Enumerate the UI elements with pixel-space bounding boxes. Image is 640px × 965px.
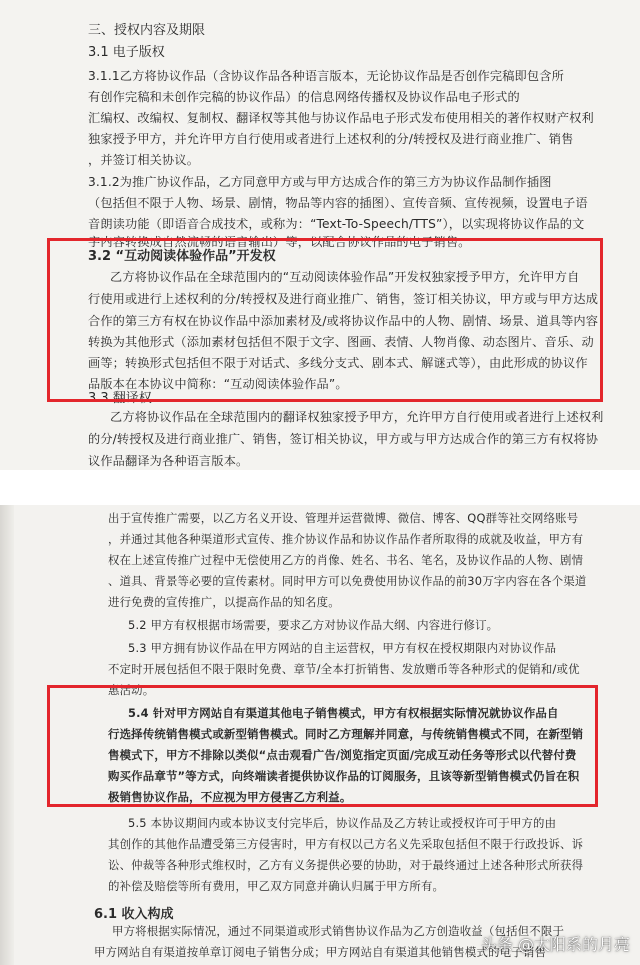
p311-line: 独家授予甲方，并允许甲方自行使用或者进行上述权利的分/转授权及进行商业推广、销售	[88, 132, 574, 146]
p55-line: 5.5 本协议期间内或本协议支付完毕后，协议作品及乙方转让或授权许可于甲方的由	[128, 816, 557, 830]
p312-line: 音朗读功能（即语音合成技术，或称为：“Text-To-Speech/TTS”），以实现将协议作品的文	[88, 217, 585, 231]
p32-line: 转换为其他形式（添加素材包括但不限于文字、图画、表情、人物肖像、动态图片、音乐、动	[88, 335, 594, 349]
p312-line: （包括但不限于人物、场景、剧情，物品等内容的插图）、宣传音频、宣传视频，设置电子语	[88, 196, 588, 210]
p311-line: ，并签订相关协议。	[88, 153, 200, 167]
p53-line: 不定时开展包括但不限于限时免费、章节/全本打折销售、发放赠币等各种形式的促销和/或优	[108, 662, 580, 676]
p311-line: 3.1.1乙方将协议作品（含协议作品各种语言版本，无论协议作品是否创作完稿即包含所	[88, 69, 564, 83]
p33-line: 乙方将协议作品在全球范围内的翻译权独家授予甲方，允许甲方自行使用或者进行上述权利	[110, 410, 604, 424]
p51-line: 权在上述宣传推广过程中无偿使用乙方的肖像、姓名、书名、笔名，及协议作品的人物、剧情	[108, 553, 584, 567]
p32-line: 合作的第三方有权在协议作品中添加素材及/或将协议作品中的人物、剧情、场景、道具等内容	[88, 314, 599, 328]
p51-line: 出于宣传推广需要，以乙方名义开设、管理并运营微博、微信、博客、QQ群等社交网络账号	[108, 511, 579, 525]
p52-line: 5.2 甲方有权根据市场需要，要求乙方对协议作品大纲、内容进行修订。	[128, 618, 499, 632]
p32-line: 品版本在本协议中简称：“互动阅读体验作品”。	[88, 377, 348, 391]
page-shadow-edge	[0, 505, 14, 965]
p32-line: 行使用或进行上述权利的分/转授权及进行商业推广、销售，签订相关协议，甲方或与甲方达成	[88, 292, 599, 306]
p55-line: 其创作的其他作品遭受第三方侵害时，甲方有权以己方名义先采取包括但不限于行政投诉、诉	[108, 837, 584, 851]
p32-line: 画等；转换形式包括但不限于对话式、多线分支式、剧本式、解谜式等），由此形成的协议作	[88, 356, 588, 370]
p312-line-cut: 字内容转换成自然流畅的语音输出）等，以配合协议作品的电子销售。	[88, 235, 471, 249]
highlight-box-3-2	[47, 235, 603, 402]
p312-line: 3.1.2为推广协议作品，乙方同意甲方或与甲方达成合作的第三方为协议作品制作插图	[88, 175, 552, 189]
p32-line: 乙方将协议作品在全球范围内的“互动阅读体验作品”开发权独家授予甲方，允许甲方自	[110, 270, 580, 284]
p54-line: 5.4 针对甲方网站自有渠道其他电子销售模式，甲方有权根据实际情况就协议作品自	[128, 706, 559, 720]
p33-line: 的分/转授权及进行商业推广、销售，签订相关协议，甲方或与甲方达成合作的第三方有权将协	[88, 432, 599, 446]
p53-line: 5.3 甲方拥有协议作品在甲方网站的自主运营权，甲方有权在授权期限内对协议作品	[128, 641, 557, 655]
watermark: 头条 @太阳系的月亮	[480, 935, 630, 954]
page-gap	[0, 470, 640, 505]
p55-line: 的补偿及赔偿等所有费用，甲乙双方同意并确认归属于甲方所有。	[108, 879, 445, 893]
p51-line: 、道具、背景等必要的宣传素材。同时甲方可以免费使用协议作品的前30万字内容在各个渠道	[108, 574, 587, 588]
section3-1-heading: 3.1 电子版权	[88, 45, 165, 60]
section6-1-heading: 6.1 收入构成	[94, 907, 174, 922]
p53-line: 惠活动。	[108, 683, 155, 697]
p311-line: 汇编权、改编权、复制权、翻译权等其他与协议作品电子形式发布使用相关的著作权财产权利	[88, 111, 594, 125]
section3-2-heading: 3.2 “互动阅读体验作品”开发权	[88, 249, 276, 264]
p311-line: 有创作完稿和未创作完稿的协议作品）的信息网络传播权及协议作品电子形式的	[88, 90, 520, 104]
p61-line: 甲方网站自有渠道按单章订阅电子销售分成；甲方网站自有渠道其他销售模式的电子销售	[94, 945, 547, 959]
p54-line: 售模式下，甲方不排除以类似“点击观看广告/浏览指定页面/完成互动任务等形式以代替付费	[108, 748, 577, 762]
p54-line: 购买作品章节”等方式，向终端读者提供协议作品的订阅服务，且该等新型销售模式仍旨在积	[108, 769, 580, 783]
p54-line: 行选择传统销售模式或新型销售模式。同时乙方理解并同意，与传统销售模式不同，在新型销	[108, 727, 584, 741]
p51-line: 进行免费的宣传推广，以提高作品的知名度。	[108, 595, 340, 609]
p33-line: 议作品翻译为各种语言版本。	[88, 454, 249, 468]
p54-line: 极销售协议作品，不应视为甲方侵害乙方利益。	[108, 790, 352, 804]
p51-line: ，并通过其他各种渠道形式宣传、推介协议作品和协议作品作者所取得的成就及收益，甲方有	[108, 532, 584, 546]
p61-line: 甲方将根据实际情况，通过不同渠道或形式销售协议作品为乙方创造收益（包括但不限于	[112, 924, 565, 938]
section3-heading: 三、授权内容及期限	[88, 23, 206, 38]
highlight-box-5-4	[47, 685, 598, 807]
p55-line: 讼、仲裁等各种形式维权时，乙方有义务提供必要的协助，对于最终通过上述各种形式所获得	[108, 858, 584, 872]
